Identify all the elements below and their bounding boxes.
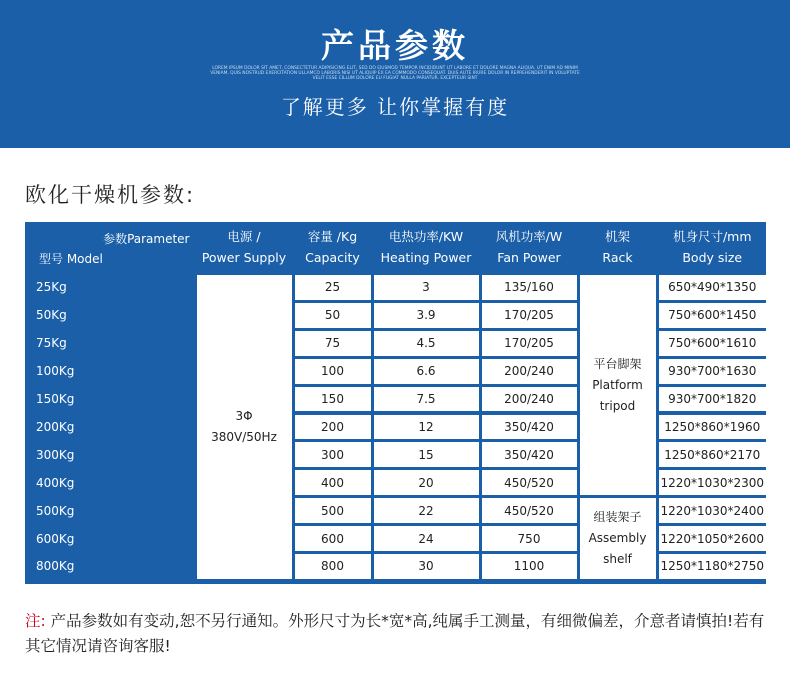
note-label: 注: xyxy=(25,612,46,630)
table-cell-heating: 30 xyxy=(374,554,479,579)
table-row-model: 500Kg xyxy=(25,498,194,523)
column-header-cn: 电热功率/KW xyxy=(388,229,464,244)
table-cell-capacity: 800 xyxy=(295,554,371,579)
table-cell-capacity: 25 xyxy=(295,275,371,300)
column-header-cn: 风机功率/W xyxy=(495,229,563,244)
table-cell-capacity: 200 xyxy=(295,415,371,440)
corner-header xyxy=(25,222,194,275)
table-row-model: 400Kg xyxy=(25,470,194,495)
power-supply-voltage: 380V/50Hz xyxy=(211,429,277,444)
header-banner xyxy=(0,0,790,148)
table-cell-fan: 170/205 xyxy=(482,303,577,328)
table-cell-heating: 12 xyxy=(374,415,479,440)
column-header-en: Capacity xyxy=(305,250,360,265)
note xyxy=(25,609,775,659)
rack-text: 平台脚架 xyxy=(593,356,642,371)
table-cell-fan: 200/240 xyxy=(482,387,577,412)
table-cell-heating: 15 xyxy=(374,442,479,467)
table-row-model: 200Kg xyxy=(25,415,194,440)
table-cell-size: 930*700*1820 xyxy=(659,387,767,412)
table-cell-fan: 350/420 xyxy=(482,415,577,440)
column-header xyxy=(482,222,577,272)
column-header-cn: 电源 / xyxy=(227,229,261,244)
table-cell-capacity: 50 xyxy=(295,303,371,328)
table-cell-capacity: 100 xyxy=(295,359,371,384)
table-row-model: 25Kg xyxy=(25,275,194,300)
table-cell-heating: 20 xyxy=(374,470,479,495)
column-header-en: Rack xyxy=(602,250,633,265)
table-cell-heating: 3 xyxy=(374,275,479,300)
table-cell-capacity: 300 xyxy=(295,442,371,467)
table-cell-size: 750*600*1450 xyxy=(659,303,767,328)
table-cell-fan: 1100 xyxy=(482,554,577,579)
table-cell-heating: 3.9 xyxy=(374,303,479,328)
table-cell-size: 1250*860*2170 xyxy=(659,442,767,467)
table-row-model: 75Kg xyxy=(25,331,194,356)
rack-text: shelf xyxy=(603,552,632,567)
column-header xyxy=(374,222,479,272)
banner-fine-print: LOREM IPSUM DOLOR SIT AMET, CONSECTETUR ADIPISICING ELIT, SED DO EIUSMOD TEMPOR INCIDIDUNT UT LABORE ET DOLORE MAGNA ALIQUA. UT ENIM AD MINIM VENIAM, QUIS NOSTRUD EXERCITATION ULLAMCO LABORIS NISI UT ALIQUIP EX EA COMMODO CONSEQUAT. DUIS AUTE IRURE DOLOR IN REPREHENDERIT IN VOLUPTATE VELIT ESSE CILLUM DOLORE EU FUGIAT NULLA PARIATUR. EXCEPTEUR SINT xyxy=(210,66,580,81)
table-cell-size: 1220*1050*2600 xyxy=(659,526,767,551)
table-row-model: 50Kg xyxy=(25,303,194,328)
table-cell-size: 1250*860*1960 xyxy=(659,415,767,440)
rack-text: Assembly xyxy=(588,531,647,546)
table-cell-capacity: 75 xyxy=(295,331,371,356)
table-cell-capacity: 150 xyxy=(295,387,371,412)
table-row-model: 600Kg xyxy=(25,526,194,551)
column-header-en: Fan Power xyxy=(497,250,561,265)
table-cell-heating: 22 xyxy=(374,498,479,523)
table-cell-fan: 450/520 xyxy=(482,498,577,523)
banner-title: 产品参数 xyxy=(321,26,469,65)
table-cell-heating: 4.5 xyxy=(374,331,479,356)
table-cell-capacity: 400 xyxy=(295,470,371,495)
rack-cell-assembly xyxy=(580,498,656,579)
table-cell-fan: 170/205 xyxy=(482,331,577,356)
table-cell-size: 930*700*1630 xyxy=(659,359,767,384)
table-cell-fan: 750 xyxy=(482,526,577,551)
column-header xyxy=(580,222,656,272)
corner-model-label: 型号 Model xyxy=(39,252,103,266)
table-row-model: 800Kg xyxy=(25,554,194,579)
table-cell-fan: 350/420 xyxy=(482,442,577,467)
table-cell-size: 1220*1030*2300 xyxy=(659,470,767,495)
table-cell-size: 1220*1030*2400 xyxy=(659,498,767,523)
table-cell-capacity: 500 xyxy=(295,498,371,523)
rack-text: tripod xyxy=(599,398,636,413)
column-header xyxy=(197,222,292,272)
table-cell-size: 750*600*1610 xyxy=(659,331,767,356)
column-header xyxy=(659,222,767,272)
column-header-cn: 机架 xyxy=(604,229,630,244)
note-text: 产品参数如有变动,恕不另行通知。外形尺寸为长*宽*高,纯属手工测量，有细微偏差，介意者请慎拍!若有其它情况请咨询客服! xyxy=(25,612,765,655)
corner-parameter-label: 参数Parameter xyxy=(103,232,190,246)
table-cell-size: 650*490*1350 xyxy=(659,275,767,300)
table-cell-fan: 450/520 xyxy=(482,470,577,495)
power-supply-phase: 3Φ xyxy=(235,408,253,423)
rack-text: Platform xyxy=(592,377,643,392)
column-header-en: Heating Power xyxy=(380,250,472,265)
column-header xyxy=(295,222,371,272)
banner-subtitle: 了解更多 让你掌握有度 xyxy=(280,95,510,119)
table-cell-fan: 200/240 xyxy=(482,359,577,384)
parameter-table xyxy=(25,222,766,584)
table-cell-heating: 24 xyxy=(374,526,479,551)
column-header-en: Power Supply xyxy=(201,250,287,265)
power-supply-cell xyxy=(197,275,292,579)
column-header-cn: 容量 /Kg xyxy=(307,229,358,244)
table-cell-fan: 135/160 xyxy=(482,275,577,300)
column-header-en: Body size xyxy=(682,250,743,265)
table-row-model: 100Kg xyxy=(25,359,194,384)
rack-text: 组装架子 xyxy=(593,510,642,525)
table-row-model: 300Kg xyxy=(25,442,194,467)
rack-cell-platform xyxy=(580,275,656,495)
table-cell-capacity: 600 xyxy=(295,526,371,551)
table-cell-size: 1250*1180*2750 xyxy=(659,554,767,579)
table-cell-heating: 6.6 xyxy=(374,359,479,384)
table-cell-heating: 7.5 xyxy=(374,387,479,412)
column-header-cn: 机身尺寸/mm xyxy=(672,229,752,244)
table-row-model: 150Kg xyxy=(25,387,194,412)
section-title: 欧化干燥机参数: xyxy=(25,183,196,207)
